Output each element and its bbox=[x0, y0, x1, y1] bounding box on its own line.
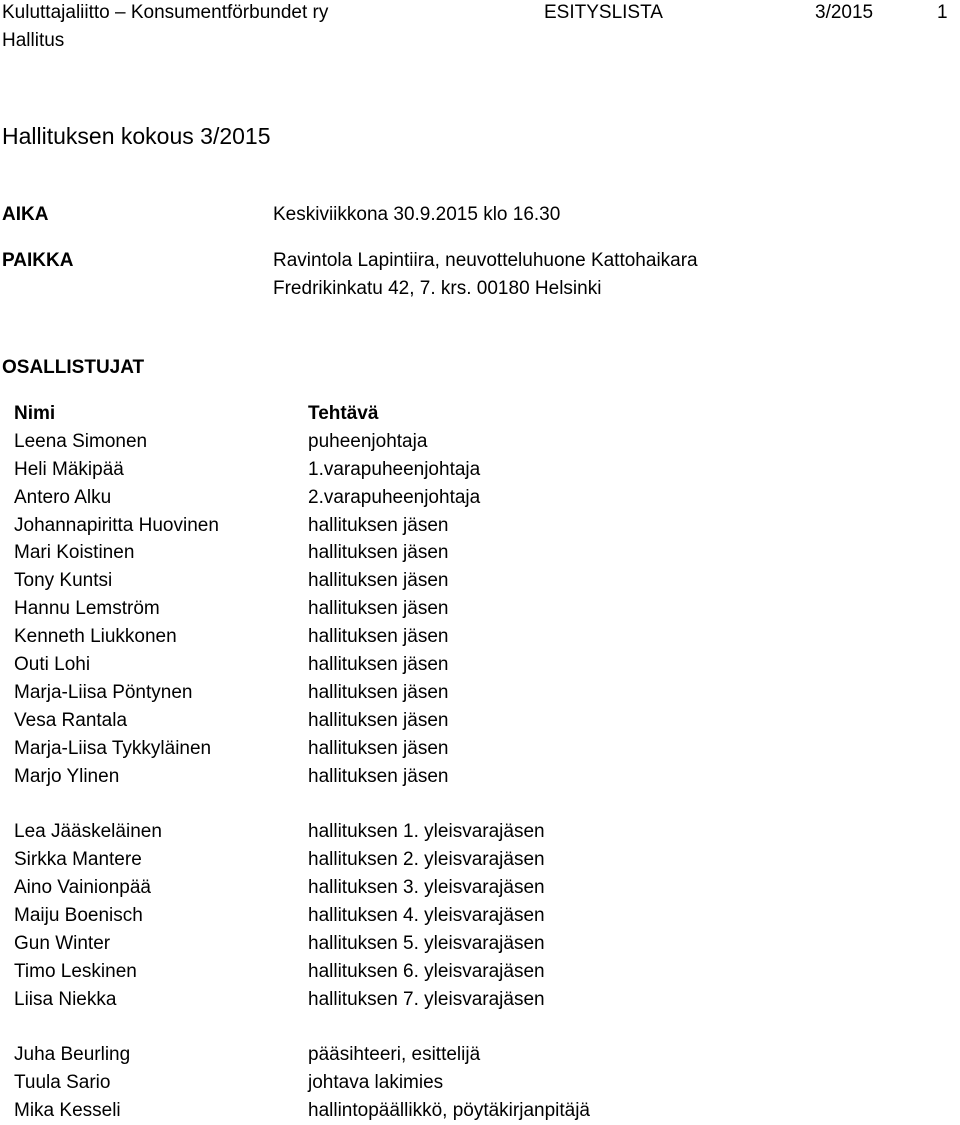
participant-role: johtava lakimies bbox=[308, 1072, 444, 1094]
name-column-header: Nimi bbox=[14, 403, 56, 424]
participant-name: Marja-Liisa Tykkyläinen bbox=[14, 737, 212, 759]
participant-role: hallituksen jäsen bbox=[308, 598, 449, 620]
time-value: Keskiviikkona 30.9.2015 klo 16.30 bbox=[273, 204, 561, 225]
participant-role: hallituksen 5. yleisvarajäsen bbox=[308, 932, 545, 954]
participant-role: hallituksen 6. yleisvarajäsen bbox=[308, 960, 545, 982]
participant-role: hallituksen jäsen bbox=[308, 514, 449, 536]
participant-name: Hannu Lemström bbox=[14, 598, 160, 620]
participant-name: Leena Simonen bbox=[14, 430, 148, 452]
participant-role: 1.varapuheenjohtaja bbox=[308, 458, 481, 480]
participant-name: Gun Winter bbox=[14, 932, 111, 954]
participant-name: Juha Beurling bbox=[14, 1044, 131, 1066]
names-column bbox=[14, 400, 219, 1125]
participant-role: hallituksen 7. yleisvarajäsen bbox=[308, 988, 545, 1010]
participant-name: Vesa Rantala bbox=[14, 709, 128, 731]
participant-role: hallituksen jäsen bbox=[308, 681, 449, 703]
participant-name: Mika Kesseli bbox=[14, 1100, 121, 1122]
participant-name: Tony Kuntsi bbox=[14, 570, 113, 592]
header-organization: Kuluttajaliitto – Konsumentförbundet ry bbox=[2, 2, 329, 23]
roles-column bbox=[308, 400, 590, 1125]
participant-name: Marjo Ylinen bbox=[14, 765, 120, 787]
meeting-title: Hallituksen kokous 3/2015 bbox=[2, 123, 271, 149]
participant-name: Liisa Niekka bbox=[14, 988, 117, 1010]
participant-role: pääsihteeri, esittelijä bbox=[308, 1044, 481, 1066]
header-body: Hallitus bbox=[2, 30, 65, 51]
header-doc-number: 3/2015 bbox=[815, 2, 874, 23]
time-label: AIKA bbox=[2, 204, 49, 225]
group-spacer bbox=[308, 1014, 590, 1042]
group-spacer bbox=[14, 1014, 219, 1042]
participant-role: puheenjohtaja bbox=[308, 430, 428, 452]
participant-name: Mari Koistinen bbox=[14, 542, 135, 564]
header-page-number: 1 bbox=[937, 2, 948, 23]
participant-name: Johannapiritta Huovinen bbox=[14, 514, 219, 536]
place-line-2: Fredrikinkatu 42, 7. krs. 00180 Helsinki bbox=[273, 278, 602, 299]
participant-role: hallituksen jäsen bbox=[308, 765, 449, 787]
participant-role: 2.varapuheenjohtaja bbox=[308, 486, 481, 508]
participant-name: Antero Alku bbox=[14, 486, 112, 508]
participant-role: hallituksen jäsen bbox=[308, 570, 449, 592]
group-spacer bbox=[308, 790, 590, 818]
participant-role: hallituksen 3. yleisvarajäsen bbox=[308, 877, 545, 899]
place-line-1: Ravintola Lapintiira, neuvotteluhuone Kattohaikara bbox=[273, 250, 698, 271]
header-doc-type: ESITYSLISTA bbox=[544, 2, 663, 23]
participant-name: Marja-Liisa Pöntynen bbox=[14, 681, 193, 703]
role-column-header: Tehtävä bbox=[308, 403, 379, 424]
participant-name: Lea Jääskeläinen bbox=[14, 821, 162, 843]
participant-role: hallituksen jäsen bbox=[308, 654, 449, 676]
place-label: PAIKKA bbox=[2, 250, 74, 271]
participant-role: hallituksen jäsen bbox=[308, 626, 449, 648]
participants-heading: OSALLISTUJAT bbox=[2, 357, 145, 378]
participant-name: Heli Mäkipää bbox=[14, 458, 124, 480]
participant-role: hallintopäällikkö, pöytäkirjanpitäjä bbox=[308, 1100, 591, 1122]
participant-name: Tuula Sario bbox=[14, 1072, 111, 1094]
participant-name: Maiju Boenisch bbox=[14, 905, 143, 927]
participant-role: hallituksen 2. yleisvarajäsen bbox=[308, 849, 545, 871]
participant-name: Sirkka Mantere bbox=[14, 849, 142, 871]
participant-role: hallituksen 1. yleisvarajäsen bbox=[308, 821, 545, 843]
participant-name: Kenneth Liukkonen bbox=[14, 626, 177, 648]
participant-name: Aino Vainionpää bbox=[14, 877, 151, 899]
participant-role: hallituksen jäsen bbox=[308, 542, 449, 564]
participant-role: hallituksen jäsen bbox=[308, 709, 449, 731]
participant-name: Outi Lohi bbox=[14, 654, 91, 676]
participant-role: hallituksen 4. yleisvarajäsen bbox=[308, 905, 545, 927]
participant-role: hallituksen jäsen bbox=[308, 737, 449, 759]
participant-name: Timo Leskinen bbox=[14, 960, 137, 982]
group-spacer bbox=[14, 790, 219, 818]
